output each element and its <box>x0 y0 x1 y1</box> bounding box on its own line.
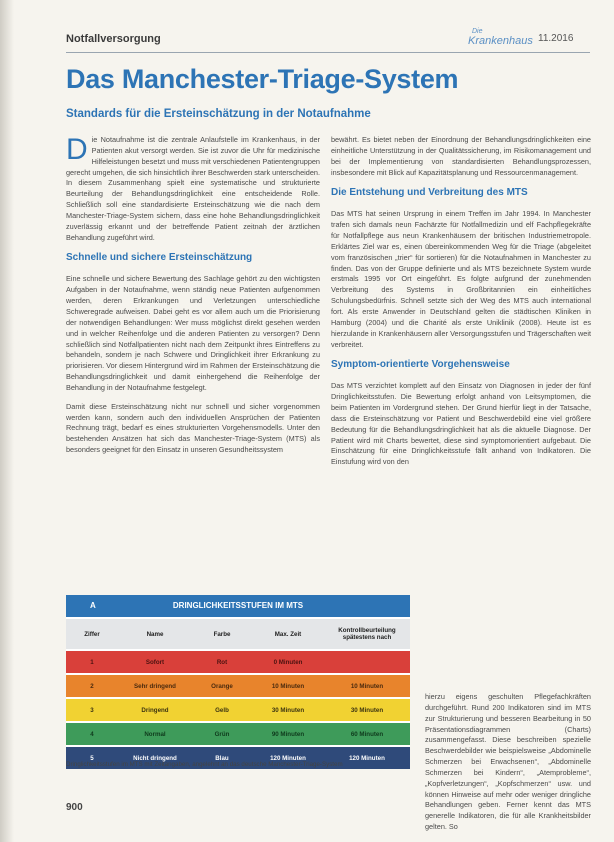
paragraph-entstehung: Das MTS hat seinen Ursprung in einem Treffen im Jahr 1994. In Manchester trafen sich damals neun Fachärzte für Notfallmedizin und elf Fachpflegekräfte für Notfallpflege aus neun Krankenhäusern der britischen Industriemetropole. Erklärtes Ziel war es, einen übereinkommenden Weg für die Triage (abgeleitet vom französischen „trier“ für sortieren) für die Notaufnahmen in Manchester zu finden. Das von der Gruppe definierte und als MTS bezeichnete System wurde erstmals 1995 vor Ort eingeführt. Es folgte aufgrund der zunehmenden Verbreitung des Systems in Großbritannien ein einheitliches Schulungsbedürfnis. Schnell setzte sich der Weg des MTS auch international fort. Als erste Anwender in Deutschland gelten die städtischen Kliniken in Hamburg (2004) und die Charité als erste Uniklinik (2008). Heute ist es hierzulande in Krankenhäusern aller Versorgungsstufen und Trägerschaften weit verbreitet. <box>331 209 591 349</box>
table-cell: 30 Minuten <box>350 706 384 714</box>
table-row <box>66 697 410 721</box>
table-header-cell: Ziffer <box>84 630 100 638</box>
table-header-cell: Farbe <box>213 630 231 638</box>
magazine-issue: 11.2016 <box>538 33 574 44</box>
table-row <box>66 673 410 697</box>
table-cell: Nicht dringend <box>133 754 177 762</box>
dropcap: D <box>66 133 88 166</box>
table-cell: 3 <box>90 706 94 714</box>
paragraph-schnelle-2: Damit diese Ersteinschätzung nicht nur schnell und sicher vorgenommen werden kann, sondern auch den individuellen Ansprüchen der Patienten Rechnung trägt, bedarf es eines strukturierten Vorgehensmodells. Unter den bestehenden Ansätzen hat sich das Manchester-Triage-System (MTS) als besonders geeignet für den Einsatz in unseren Gesundheitssystem <box>66 401 320 455</box>
table-cell: 120 Minuten <box>270 754 306 762</box>
table-cell: Grün <box>214 730 230 738</box>
table-cell: 0 Minuten <box>273 658 303 666</box>
table-cell: Sofort <box>145 658 165 666</box>
article-title: Das Manchester-Triage-System <box>66 64 459 94</box>
column-left <box>66 135 320 464</box>
table-cell: Dringend <box>141 706 169 714</box>
table-cell: Normal <box>144 730 166 738</box>
magazine-brand <box>468 28 533 47</box>
paragraph-continued: bewährt. Es bietet neben der Einordnung der Behandlungsdringlichkeiten eine einheitliche Unterstützung in der Qualitätssicherung, im Risikomanagement und bei der Implementierung von standardisierten Behandlungsprozessen, insbesondere mit Blick auf Kapazitätsplanung und Ressourcenmanagement. <box>331 135 591 177</box>
table-header-row <box>66 617 410 649</box>
paragraph-schnelle-1: Eine schnelle und sichere Bewertung des Sachlage gehört zu den wichtigsten Aufgaben in der Notaufnahme, wenn ständig neue Patienten aufgenommen werden, deren Erkrankungen und Verletzungen unterschiedliche Schweregrade aufweisen. Dabei geht es vor allem auch um die Priorisierung der notwendigen Behandlungen: Wer muss möglichst direkt gesehen werden und in welcher Reihenfolge und die anderen Patienten zu versorgen? Denn schließlich sind Notfallpatienten nicht nach dem Zeitpunkt ihres Eintreffens zu behandeln, sondern je nach Schwere und Dringlichkeit ihrer Erkrankung zu priorisieren. Vor diesem Hintergrund wird im Rahmen der Ersteinschätzung die Behandlungsdringlichkeit und damit einhergehend die Reihenfolge der Behandlung in der Notaufnahme festgelegt. <box>66 274 320 392</box>
table-cell: 2 <box>90 682 94 690</box>
table-cell: Rot <box>216 658 228 666</box>
table-header-cell: Name <box>146 630 164 638</box>
table-cell: 1 <box>90 658 94 666</box>
article-subtitle: Standards für die Ersteinschätzung in der Notaufnahme <box>66 108 371 120</box>
table-cell: 30 Minuten <box>271 706 305 714</box>
table-title: DRINGLICHKEITSSTUFEN IM MTS <box>172 601 304 610</box>
table-title-bar <box>66 595 410 617</box>
table-cell: 4 <box>90 730 94 738</box>
table-cell: Blau <box>215 754 229 762</box>
heading-entstehung: Die Entstehung und Verbreitung des MTS <box>331 187 528 199</box>
header-rule <box>66 52 590 53</box>
table-row <box>66 649 410 673</box>
table-caption: Dringlichkeitsstufen im MTS mit Zeitangaben, angelehnt an das deutsche Manchester-Triage-System <box>66 761 343 768</box>
page-number: 900 <box>66 802 83 813</box>
table-cell: Orange <box>211 682 233 690</box>
table-cell: 60 Minuten <box>350 730 384 738</box>
table-cell: Sehr dringend <box>134 682 176 690</box>
intro-paragraph <box>66 135 320 243</box>
magazine-brand-name: Krankenhaus <box>468 35 533 47</box>
magazine-brand-small: Die <box>472 28 483 35</box>
table-cell: 10 Minuten <box>271 682 305 690</box>
column-right <box>331 135 591 476</box>
table-header-cell: Max. Zeit <box>274 630 302 638</box>
triage-table <box>66 595 410 769</box>
table-row <box>66 721 410 745</box>
intro-text: ie Notaufnahme ist die zentrale Anlaufstelle im Krankenhaus, in der Patienten akut versorgt werden. Sie ist zuvor die Uhr für medizinische Hilfeleistungen besetzt und muss mit verschiedenen Patientengruppen gerecht umgehen, die sich hinsichtlich ihrer Beschwerden stark unterscheiden. In diesem Zusammenhang spielt eine systematische und strukturierte Beurteilung der Behandlungsdringlichkeit eine entscheidende Rolle. Schließlich soll eine standardisierte Ersteinschätzung wie die nach dem Manchester-Triage-System sichern, dass eine hohe Behandlungsdringlichkeit zuverlässig erkannt und der betreffende Patient zeitnah der ärztlichen Behandlung zugeführt wird. <box>66 135 320 242</box>
table-tag: A <box>90 601 96 610</box>
heading-schnelle: Schnelle und sichere Ersteinschätzung <box>66 252 253 264</box>
table-cell: 90 Minuten <box>271 730 305 738</box>
heading-symptom: Symptom-orientierte Vorgehensweise <box>331 359 510 371</box>
table-cell: Gelb <box>215 706 229 714</box>
paragraph-symptom: Das MTS verzichtet komplett auf den Einsatz von Diagnosen in jeder der fünf Dringlichkeitsstufen. Die Bewertung erfolgt anhand von Leitsymptomen, die beim Patienten im Vordergrund stehen. Der Grund hierfür liegt in der Tatsache, dass die Ersteinschätzung vor Patient und Beschwerdebild eine viel größere Bedeutung für die Behandlungsdringlichkeit hat als die aktuelle Diagnose. Der Patient wird mit Charts bewertet, diese sind symptomorientiert aufgebaut. Die Einschätzung für eine Dringlichkeitsstufe fällt anhand von Indikatoren. Die Einstufung wird von den <box>331 381 591 467</box>
column-right-lower: hierzu eigens geschulten Pflegefachkräften durchgeführt. Rund 200 Indikatoren sind im MTS zur Strukturierung und besseren Bearbeitung in 50 Präsentationsdiagrammen (Charts) zusammengefasst. Diese beschreiben spezielle Beschwerdebilder wie beispielsweise „Abdominelle Schmerzen bei Erwachsenen“, „Abdominelle Schmerzen bei Kindern“, „Atemprobleme“, „Kopfverletzungen“, „Kopfschmerzen“ usw. und können Hinweise auf mehr oder weniger dringliche Behandlungen geben. Ferner kennt das MTS generelle Indikatoren, die für alle Krankheitsbilder gelten. So <box>425 692 591 832</box>
table-cell: 5 <box>90 754 94 762</box>
section-label: Notfallversorgung <box>66 33 161 45</box>
page-gutter-shadow <box>0 0 14 842</box>
table-cell: 10 Minuten <box>350 682 384 690</box>
table-cell: 120 Minuten <box>349 754 385 762</box>
table-header-cell: Kontrollbeurteilung spätestens nach <box>338 627 396 641</box>
